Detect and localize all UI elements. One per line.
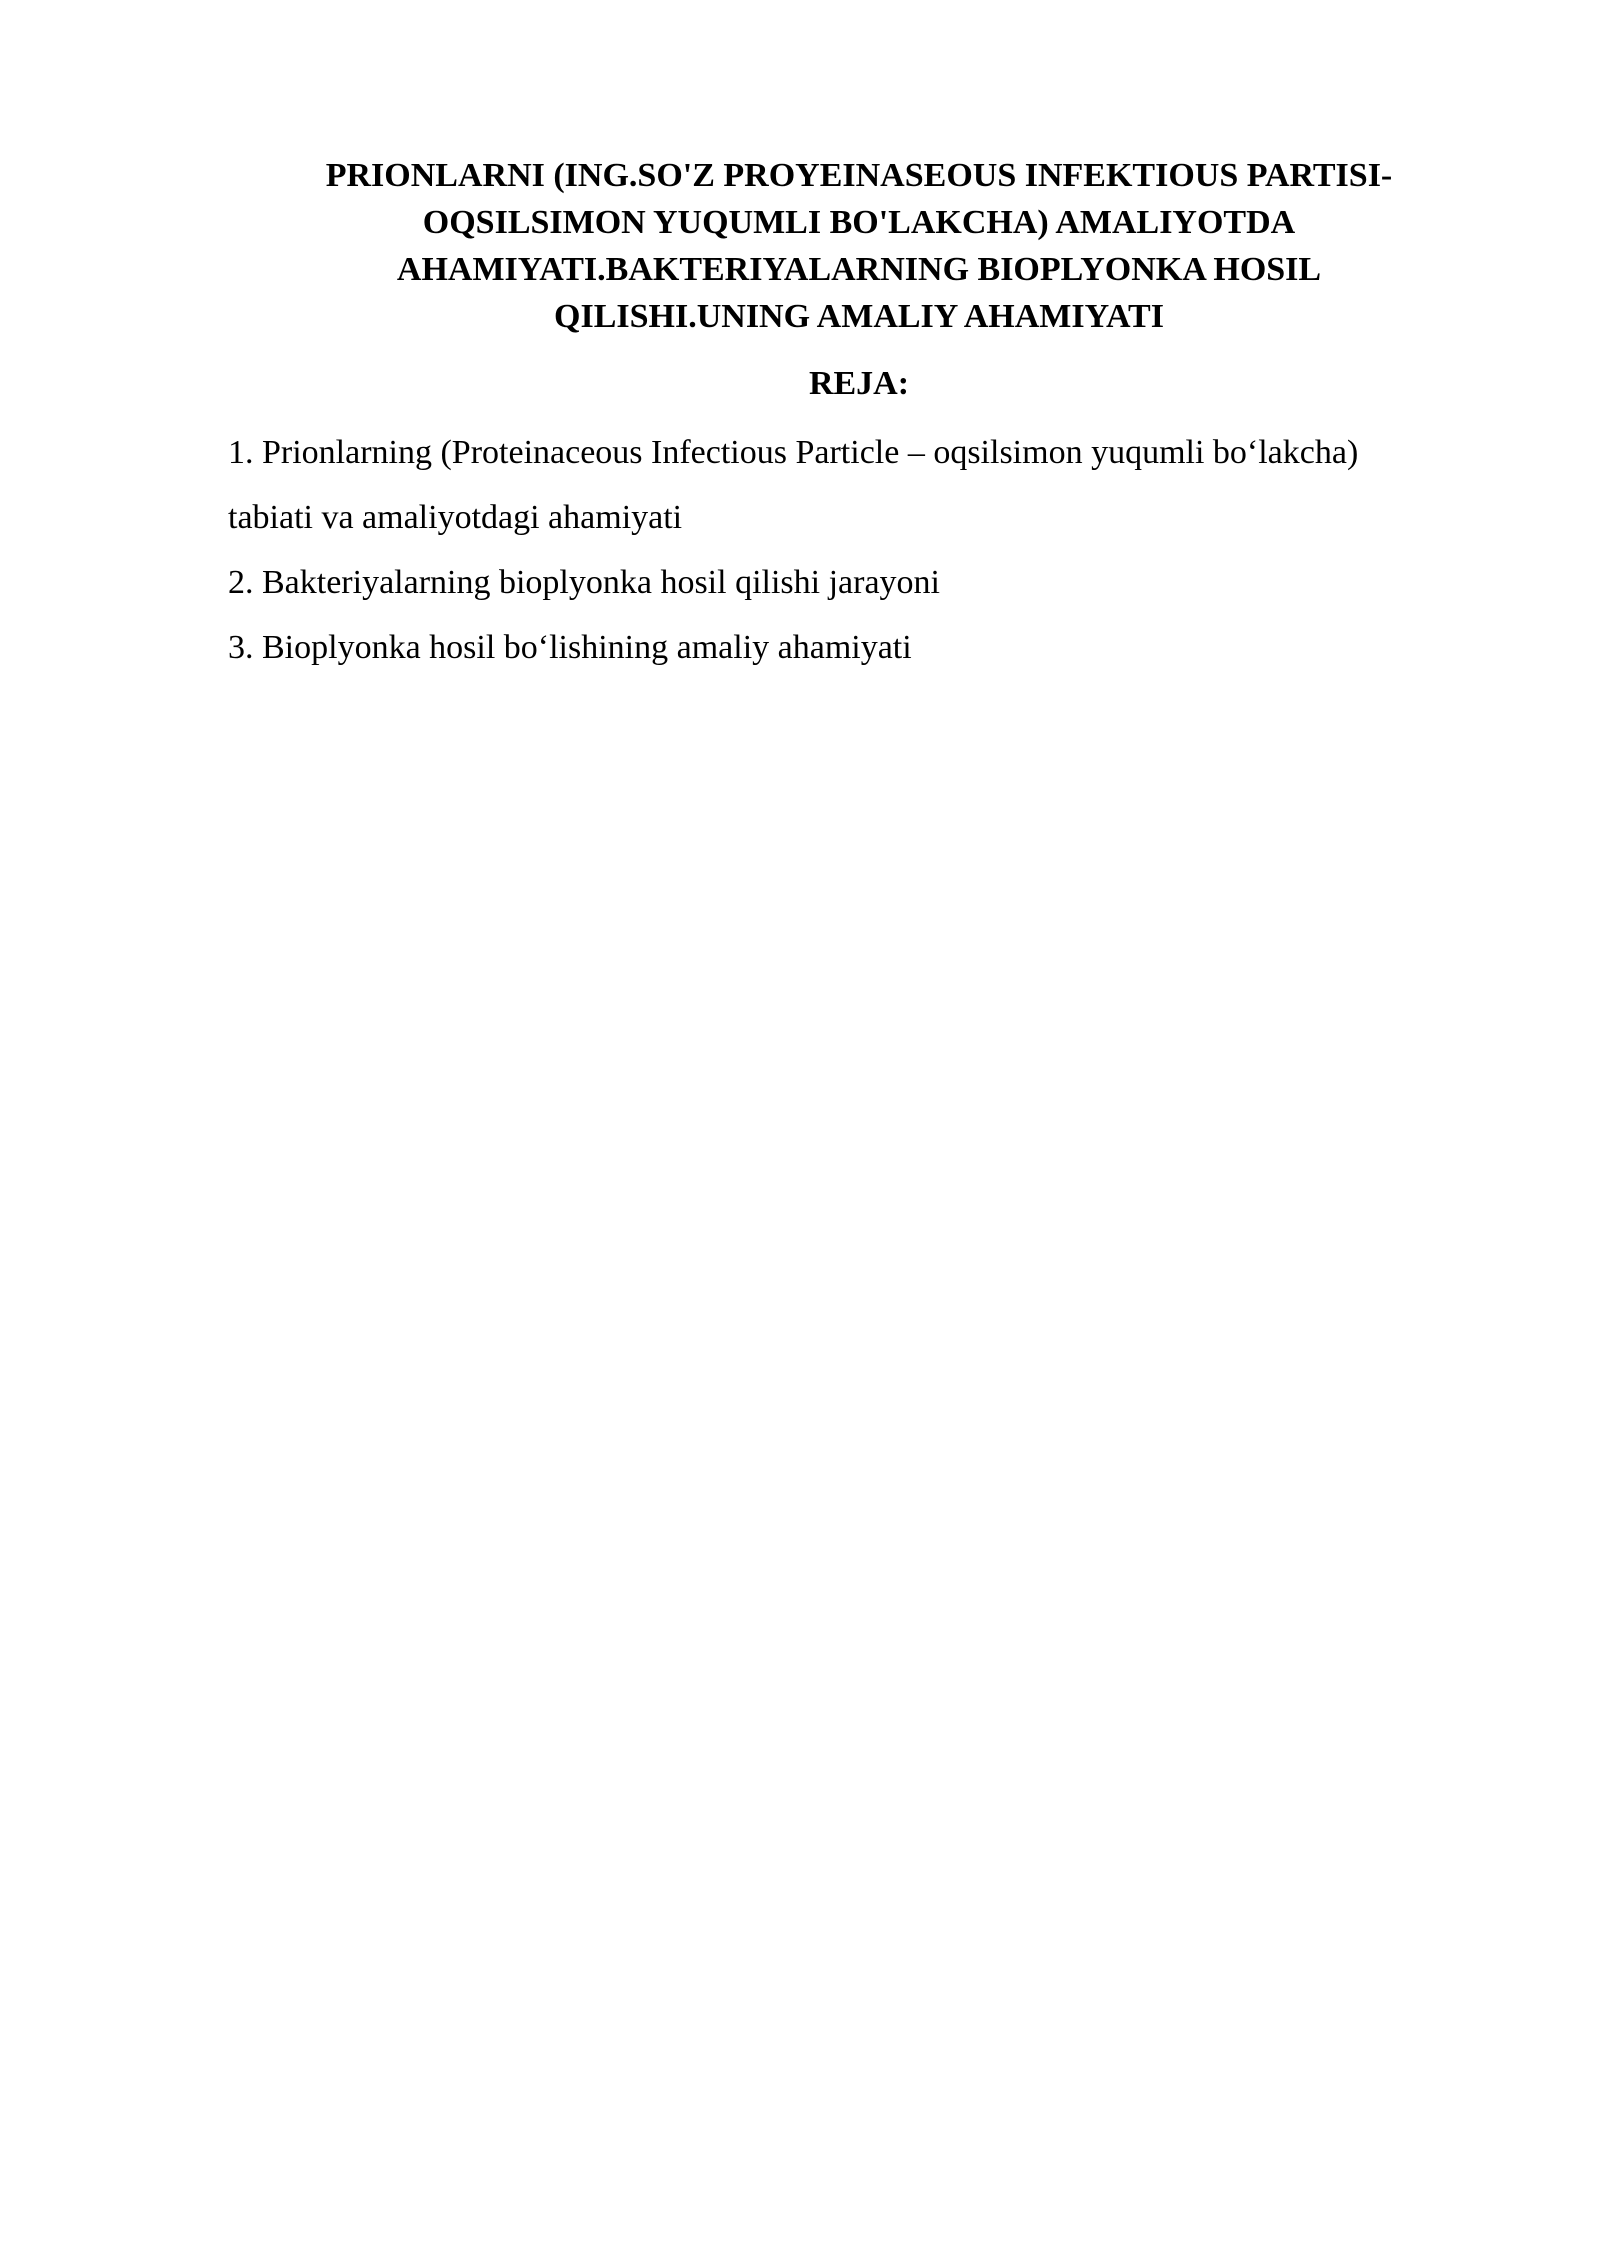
title-line-4: QILISHI.UNING AMALIY AHAMIYATI	[554, 298, 1164, 335]
title-line-2: OQSILSIMON YUQUMLI BO'LAKCHA) AMALIYOTDA	[422, 204, 1296, 241]
plan-item-1: 1. Prionlarning (Proteinaceous Infectious Particle – oqsilsimon yuqumli bo‘lakcha)	[228, 434, 1359, 471]
title-line-1: PRIONLARNI (ING.SO'Z PROYEINASEOUS INFEKTIOUS PARTISI-	[325, 157, 1393, 194]
plan-item-1-continued: tabiati va amaliyotdagi ahamiyati	[228, 499, 683, 536]
plan-item-2: 2. Bakteriyalarning bioplyonka hosil qilishi jarayoni	[228, 564, 940, 601]
title-line-3: AHAMIYATI.BAKTERIYALARNING BIOPLYONKA HOSIL	[396, 251, 1322, 288]
document-title	[228, 152, 1490, 340]
plan-list	[228, 420, 1528, 680]
plan-item-3: 3. Bioplyonka hosil bo‘lishining amaliy ahamiyati	[228, 629, 912, 666]
plan-heading: REJA:	[808, 365, 910, 402]
